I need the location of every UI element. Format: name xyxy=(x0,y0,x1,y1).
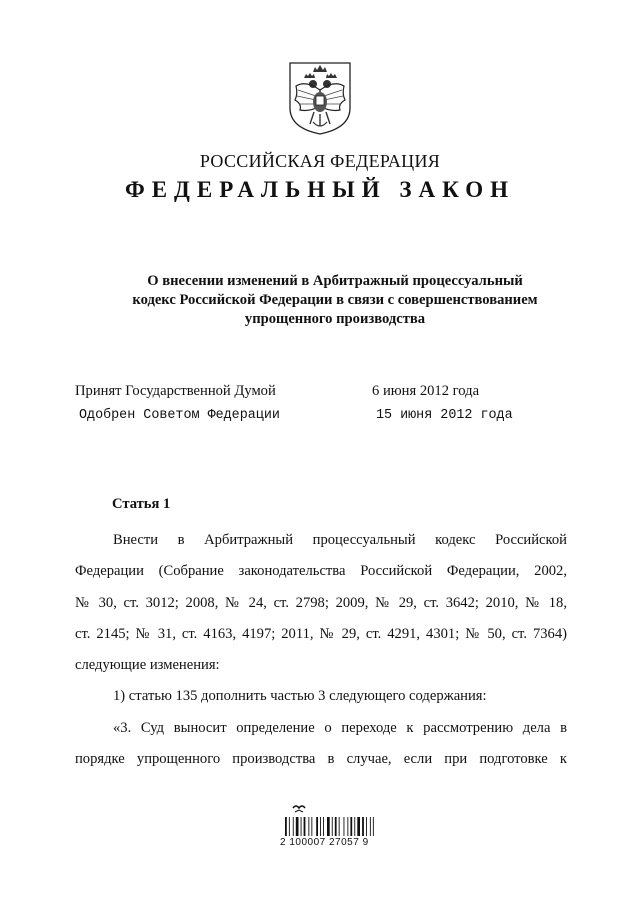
barcode-bar xyxy=(344,817,345,836)
document-type: ФЕДЕРАЛЬНЫЙ ЗАКОН xyxy=(124,177,516,202)
barcode-number: 2 100007 27057 9 xyxy=(280,837,369,848)
body-line: 1) статью 135 дополнить частью 3 следующего содержания: xyxy=(113,688,487,705)
council-approval-date: 15 июня 2012 года xyxy=(376,408,513,423)
barcode-bar xyxy=(289,817,290,836)
russian-coat-of-arms-icon xyxy=(286,60,354,136)
law-title-line: О внесении изменений в Арбитражный процессуальный xyxy=(147,273,523,289)
article-heading: Статья 1 xyxy=(112,496,171,512)
barcode-bar xyxy=(373,817,374,836)
barcode-bar xyxy=(320,817,321,836)
law-title-line: упрощенного производства xyxy=(244,311,426,327)
barcode-bar xyxy=(316,817,318,836)
law-title-line: кодекс Российской Федерации в связи с совершенствованием xyxy=(132,292,538,308)
barcode-bar xyxy=(311,817,312,836)
barcode-bar xyxy=(301,817,302,836)
body-line: «3. Суд выносит определение о переходе к рассмотрению дела в xyxy=(113,719,567,736)
body-line: Федерации (Собрание законодательства Российской Федерации, 2002, xyxy=(75,563,567,580)
barcode-bar xyxy=(293,817,294,836)
barcode-bar xyxy=(323,817,324,836)
body-line: № 30, ст. 3012; 2008, № 24, ст. 2798; 2009, № 29, ст. 3642; 2010, № 18, xyxy=(75,594,567,611)
article-body xyxy=(75,525,567,775)
barcode-bar xyxy=(350,817,352,836)
body-line: порядке упрощенного производства в случае, если при подготовке к xyxy=(75,751,567,768)
barcode-bar xyxy=(339,817,340,836)
duma-adoption-date: 6 июня 2012 года xyxy=(372,383,480,399)
barcode-bar xyxy=(327,817,330,836)
law-title xyxy=(100,272,570,329)
barcode-bar xyxy=(347,817,348,836)
barcode-bar xyxy=(366,817,367,836)
body-line: ст. 2145; № 31, ст. 4163, 4197; 2011, № 29, ст. 4291, 4301; № 50, ст. 7364) xyxy=(75,625,567,642)
barcode-bar xyxy=(357,817,360,836)
body-line: следующие изменения: xyxy=(75,657,220,674)
barcode-bar xyxy=(304,817,306,836)
barcode-bar xyxy=(296,817,299,836)
country-name: РОССИЙСКАЯ ФЕДЕРАЦИЯ xyxy=(199,151,441,171)
barcode-bar xyxy=(335,817,337,836)
duma-adoption-label: Принят Государственной Думой xyxy=(75,383,276,399)
barcode-bar xyxy=(285,817,287,836)
barcode-bar xyxy=(332,817,333,836)
body-line: Внести в Арбитражный процессуальный кодекс Российской xyxy=(113,532,567,548)
barcode-bar xyxy=(370,817,371,836)
barcode-bar xyxy=(308,817,309,836)
barcode-bar xyxy=(362,817,364,836)
barcode-bar xyxy=(354,817,355,836)
council-approval-label: Одобрен Советом Федерации xyxy=(79,408,280,423)
